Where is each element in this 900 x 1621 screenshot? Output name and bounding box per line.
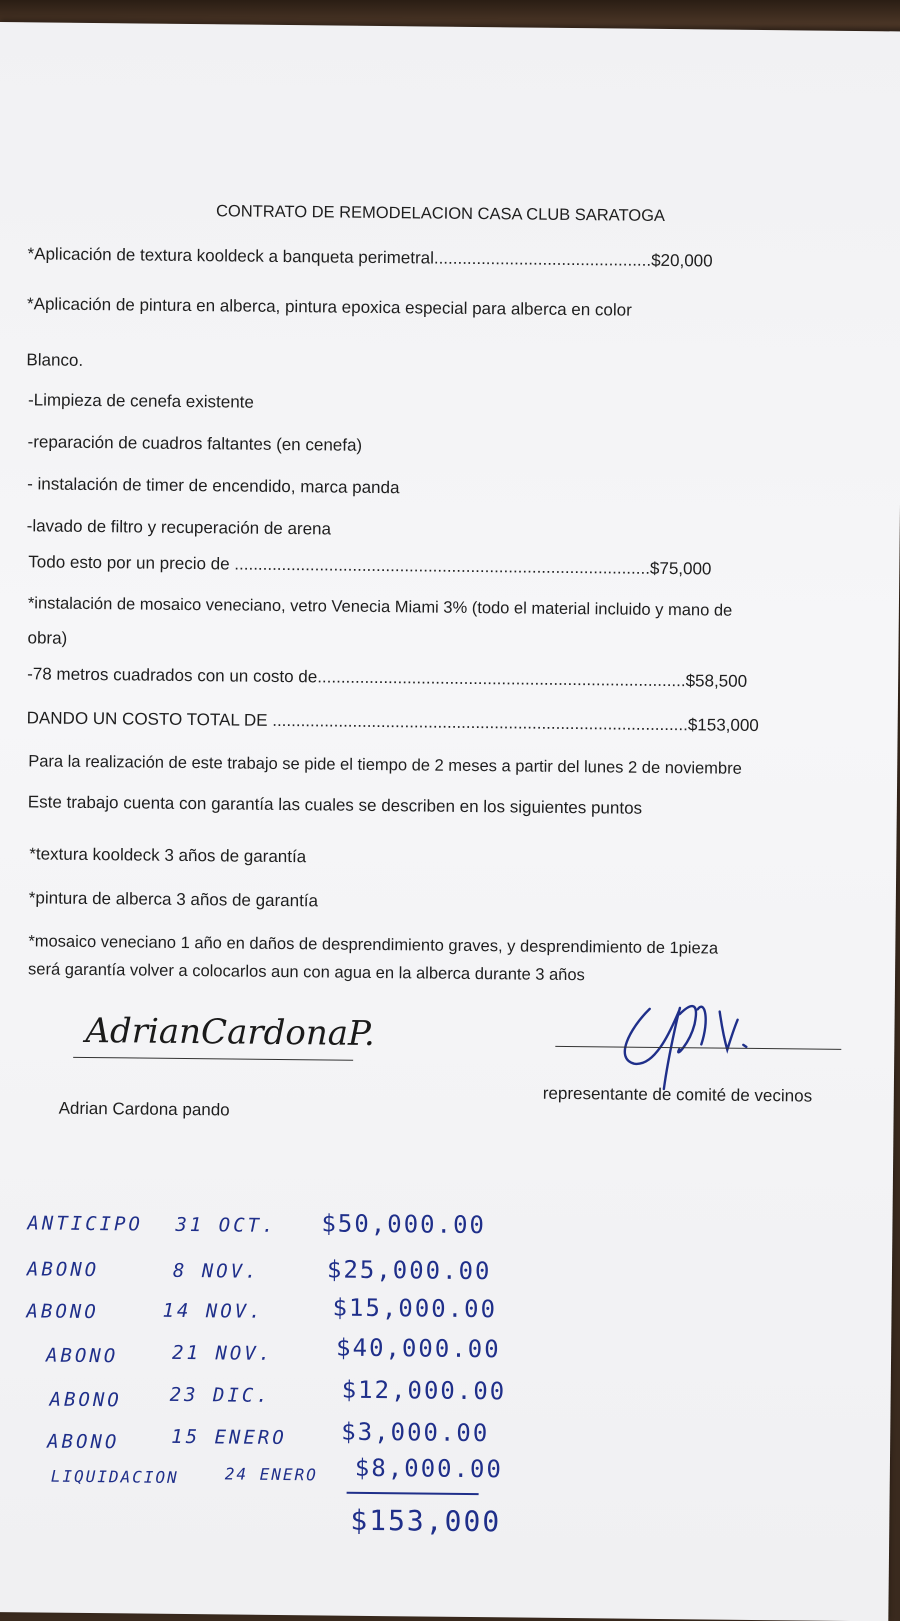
warranty-intro: Este trabajo cuenta con garantía las cuales se describen en los siguientes puntos xyxy=(27,792,643,818)
payment-date: 23 DIC. xyxy=(169,1383,271,1407)
payment-amount: $25,000.00 xyxy=(326,1255,492,1286)
item-pool-paint-color: Blanco. xyxy=(26,350,84,370)
item-pool-paint: *Aplicación de pintura en alberca, pintura epoxica especial para alberca en color xyxy=(26,294,632,320)
payment-date: 21 NOV. xyxy=(171,1341,274,1365)
mosaic-area-cost: -78 metros cuadrados con un costo de..............................................................................$58,500 xyxy=(27,664,748,691)
payment-label: ABONO xyxy=(26,1300,99,1324)
subitem-filter: -lavado de filtro y recuperación de arena xyxy=(26,516,332,539)
payment-label: LIQUIDACION xyxy=(50,1466,179,1487)
right-signer-title: representante de comité de vecinos xyxy=(542,1083,813,1106)
payment-date: 8 NOV. xyxy=(172,1259,260,1283)
left-signer-name: Adrian Cardona pando xyxy=(58,1098,230,1120)
warranty-mosaic: *mosaico veneciano 1 año en daños de desprendimiento graves, y desprendimiento de 1pieza xyxy=(28,932,719,958)
payment-label: ABONO xyxy=(26,1258,100,1282)
item-mosaic-cont: obra) xyxy=(27,628,68,648)
payment-amount: $40,000.00 xyxy=(335,1333,501,1364)
payment-date: 14 NOV. xyxy=(162,1299,264,1323)
total-cost: DANDO UN COSTO TOTAL DE ........................................................................................$153,000 xyxy=(26,708,759,735)
subitem-repair: -reparación de cuadros faltantes (en cenefa) xyxy=(27,432,363,455)
payment-amount: $12,000.00 xyxy=(341,1375,507,1406)
document-title: CONTRATO DE REMODELACION CASA CLUB SARATOGA xyxy=(215,202,666,225)
payment-label: ANTICIPO xyxy=(27,1212,144,1236)
total-underline xyxy=(347,1492,479,1495)
left-signature: AdrianCardonaP. xyxy=(85,1010,375,1054)
warranty-kooldeck: *textura kooldeck 3 años de garantía xyxy=(29,844,307,867)
warranty-paint: *pintura de alberca 3 años de garantía xyxy=(28,888,319,911)
warranty-mosaic-cont: será garantía volver a colocarlos aun con agua en la alberca durante 3 años xyxy=(27,960,585,985)
contract-paper xyxy=(0,22,900,1621)
payment-date: 15 ENERO xyxy=(171,1425,287,1450)
subitem-cleaning: -Limpieza de cenefa existente xyxy=(27,390,254,412)
timeframe: Para la realización de este trabajo se pide el tiempo de 2 meses a partir del lunes 2 de noviembre xyxy=(28,752,742,778)
payment-date: 24 ENERO xyxy=(224,1464,318,1485)
right-signature-scribble xyxy=(609,988,760,1100)
item-kooldeck: *Aplicación de textura kooldeck a banqueta perimetral..............................................$20,000 xyxy=(27,244,713,271)
payment-amount: $15,000.00 xyxy=(332,1293,498,1324)
payments-total: $153,000 xyxy=(350,1503,502,1539)
left-signature-line xyxy=(73,1057,353,1061)
payment-date: 31 OCT. xyxy=(175,1213,277,1237)
payment-amount: $50,000.00 xyxy=(321,1209,487,1240)
subtotal-price: Todo esto por un precio de ........................................................................................$75,000 xyxy=(28,552,712,579)
payment-label: ABONO xyxy=(45,1344,119,1368)
payment-label: ABONO xyxy=(49,1388,122,1412)
subitem-timer: - instalación de timer de encendido, marca panda xyxy=(27,474,400,498)
payment-label: ABONO xyxy=(47,1430,120,1454)
payment-amount: $3,000.00 xyxy=(341,1417,490,1448)
item-mosaic: *instalación de mosaico veneciano, vetro Venecia Miami 3% (todo el material incluido y mano de xyxy=(27,594,733,620)
payment-amount: $8,000.00 xyxy=(354,1453,504,1484)
